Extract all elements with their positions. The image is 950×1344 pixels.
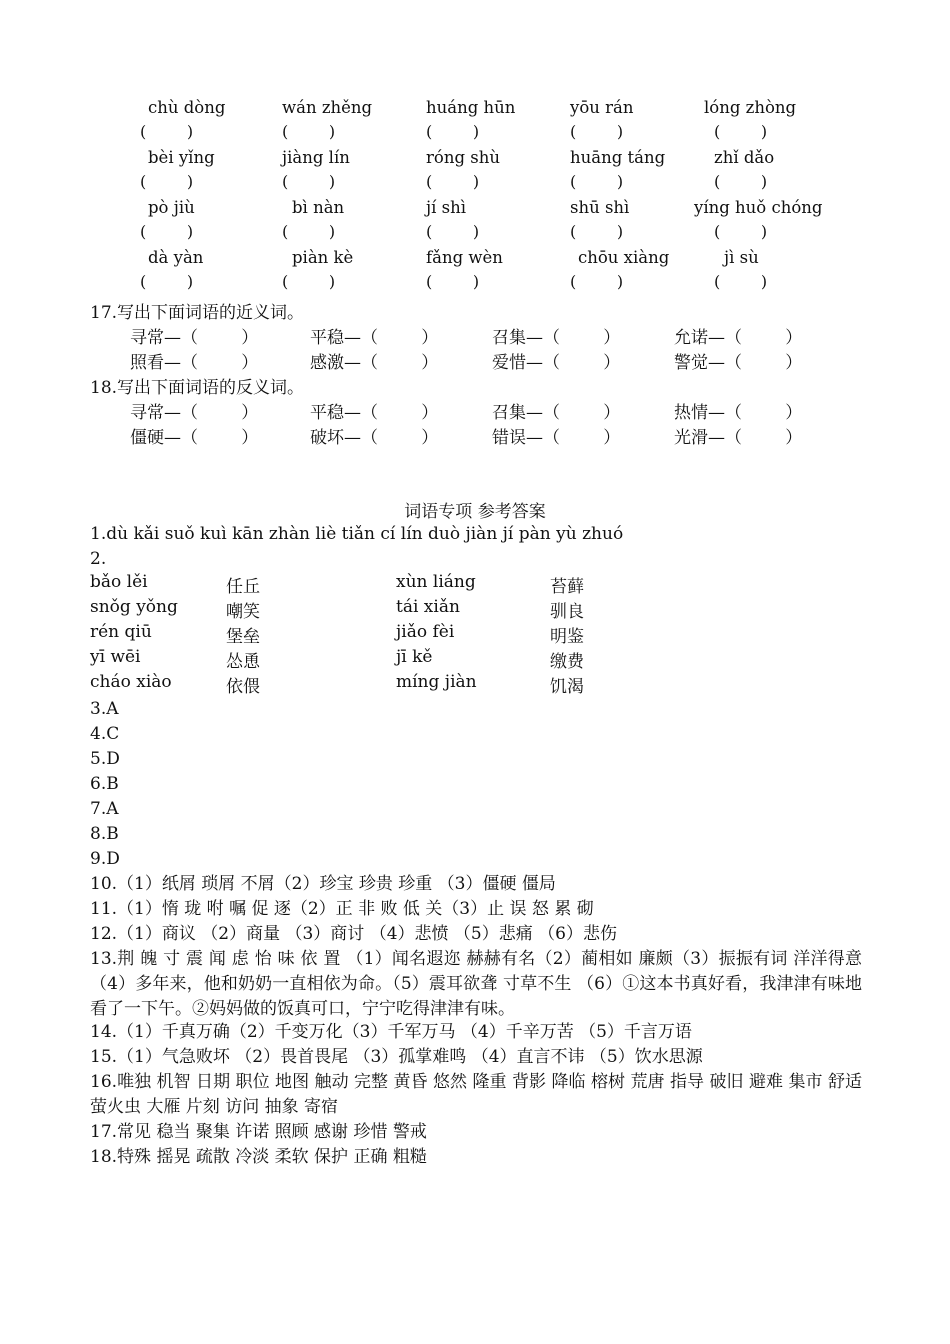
fill-blank-item: 平稳—（ ）	[310, 328, 439, 348]
word-answer: 明鉴	[550, 627, 584, 647]
word-answer: 嘲笑	[226, 602, 260, 622]
answer-11: 11.（1）惰 珑 咐 嘱 促 逐（2）正 非 败 低 关（3）止 误 怒 累 砌	[90, 899, 594, 919]
pinyin-word: róng shù	[426, 148, 500, 167]
word-answer: 饥渴	[550, 677, 584, 697]
answer-blank: ( )	[426, 172, 480, 191]
pinyin-row	[130, 198, 890, 248]
answer-blank: ( )	[570, 172, 624, 191]
pinyin-word: yōu rán	[570, 98, 634, 117]
answer-9: 9.D	[90, 849, 120, 869]
pinyin-word: huāng táng	[570, 148, 666, 167]
pinyin-word: wán zhěng	[282, 98, 373, 117]
answer-2-table	[90, 572, 790, 697]
fill-blank-item: 照看—（ ）	[130, 353, 259, 373]
pinyin-word: bèi yǐng	[148, 148, 215, 167]
fill-blank-item: 光滑—（ ）	[674, 428, 803, 448]
answer-blank: ( )	[282, 122, 336, 141]
answer-blank: ( )	[140, 122, 194, 141]
answer-blank: ( )	[282, 222, 336, 241]
fill-blank-item: 僵硬—（ ）	[130, 428, 259, 448]
pinyin-word: zhǐ dǎo	[714, 148, 775, 167]
synonym-row	[130, 348, 850, 373]
pinyin-word: shū shì	[570, 198, 630, 217]
pinyin-word: bì nàn	[292, 198, 345, 217]
answer-key-title: 词语专项 参考答案	[404, 502, 546, 522]
antonym-row	[130, 423, 850, 448]
word-answer: 怂恿	[226, 652, 260, 672]
table-row	[90, 647, 790, 672]
answer-12: 12.（1）商议 （2）商量 （3）商讨 （4）悲愤 （5）悲痛 （6）悲伤	[90, 924, 617, 944]
answer-blank: ( )	[570, 122, 624, 141]
pinyin-row	[130, 98, 890, 148]
pinyin-word: lóng zhòng	[704, 98, 797, 117]
table-row	[90, 572, 790, 597]
fill-blank-item: 热情—（ ）	[674, 403, 803, 423]
answer-16: 16.唯独 机智 日期 职位 地图 触动 完整 黄昏 悠然 隆重 背影 降临 榕树 荒唐 指导 破旧 避难 集市 舒适 萤火虫 大雁 片刻 访问 抽象 寄宿	[90, 1072, 862, 1117]
table-row	[90, 672, 790, 697]
word-answer: 驯良	[550, 602, 584, 622]
pinyin-word: yíng huǒ chóng	[694, 198, 823, 217]
word-answer: 缴费	[550, 652, 584, 672]
pinyin-answer: tái xiǎn	[396, 597, 460, 617]
answer-blank: ( )	[282, 172, 336, 191]
pinyin-answer: jiǎo fèi	[396, 622, 455, 642]
fill-blank-item: 平稳—（ ）	[310, 403, 439, 423]
answer-2-label: 2.	[90, 549, 107, 569]
answer-blank: ( )	[714, 222, 768, 241]
answer-13: 13.荆 魄 寸 震 闻 虑 怡 味 依 置 （1）闻名遐迩 赫赫有名（2）蔺相如 廉颇（3）振振有词 洋洋得意（4）多年来，他和奶奶一直相依为命。（5）震耳欲聋 寸草不生 （6）①这本书真好看，我津津有味地看了一下午。②妈妈做的饭真可口，宁宁吃得津津有味。	[90, 949, 862, 1019]
pinyin-word: pò jiù	[148, 198, 195, 217]
pinyin-word: jiàng lín	[282, 148, 350, 167]
answer-blank: ( )	[714, 122, 768, 141]
fill-blank-item: 寻常—（ ）	[130, 328, 259, 348]
answer-blank: ( )	[282, 272, 336, 291]
answer-blank: ( )	[140, 272, 194, 291]
answer-4: 4.C	[90, 724, 120, 744]
answer-15: 15.（1）气急败坏 （2）畏首畏尾 （3）孤掌难鸣 （4）直言不讳 （5）饮水思源	[90, 1047, 703, 1067]
fill-blank-item: 允诺—（ ）	[674, 328, 803, 348]
word-answer: 依偎	[226, 677, 260, 697]
answer-14: 14.（1）千真万确（2）千变万化（3）千军万马 （4）千辛万苦 （5）千言万语	[90, 1022, 692, 1042]
answer-17: 17.常见 稳当 聚集 许诺 照顾 感谢 珍惜 警戒	[90, 1122, 427, 1142]
fill-blank-item: 召集—（ ）	[492, 403, 621, 423]
fill-blank-item: 寻常—（ ）	[130, 403, 259, 423]
fill-blank-item: 召集—（ ）	[492, 328, 621, 348]
synonym-row	[130, 323, 850, 348]
table-row	[90, 622, 790, 647]
pinyin-answer: yī wēi	[90, 647, 141, 667]
pinyin-answer: cháo xiào	[90, 672, 172, 692]
pinyin-word: piàn kè	[292, 248, 354, 267]
pinyin-word: jí shì	[426, 198, 467, 217]
answer-blank: ( )	[426, 222, 480, 241]
answer-blank: ( )	[570, 222, 624, 241]
answer-6: 6.B	[90, 774, 119, 794]
answer-3: 3.A	[90, 699, 119, 719]
answer-blank: ( )	[570, 272, 624, 291]
fill-blank-item: 爱惜—（ ）	[492, 353, 621, 373]
answer-blank: ( )	[140, 222, 194, 241]
fill-blank-item: 感激—（ ）	[310, 353, 439, 373]
answer-18: 18.特殊 摇晃 疏散 冷淡 柔软 保护 正确 粗糙	[90, 1147, 427, 1167]
question-17-title: 17.写出下面词语的近义词。	[90, 303, 305, 323]
pinyin-word: dà yàn	[148, 248, 204, 267]
pinyin-answer: xùn liáng	[396, 572, 476, 592]
pinyin-word: huáng hūn	[426, 98, 516, 117]
answer-blank: ( )	[426, 272, 480, 291]
pinyin-row	[130, 148, 890, 198]
pinyin-answer: míng jiàn	[396, 672, 477, 692]
pinyin-answer: bǎo lěi	[90, 572, 148, 592]
pinyin-row	[130, 248, 890, 298]
answer-10: 10.（1）纸屑 琐屑 不屑（2）珍宝 珍贵 珍重 （3）僵硬 僵局	[90, 874, 556, 894]
table-row	[90, 597, 790, 622]
fill-blank-item: 警觉—（ ）	[674, 353, 803, 373]
answer-1: 1.dù kǎi suǒ kuì kān zhàn liè tiǎn cí lín duò jiàn jí pàn yù zhuó	[90, 524, 624, 544]
fill-blank-item: 破坏—（ ）	[310, 428, 439, 448]
pinyin-word: chōu xiàng	[578, 248, 670, 267]
fill-blank-item: 错误—（ ）	[492, 428, 621, 448]
pinyin-word: jì sù	[724, 248, 759, 267]
answer-blank: ( )	[714, 272, 768, 291]
answer-5: 5.D	[90, 749, 120, 769]
answer-8: 8.B	[90, 824, 119, 844]
pinyin-answer: rén qiū	[90, 622, 152, 642]
answer-blank: ( )	[714, 172, 768, 191]
pinyin-word: fǎng wèn	[426, 248, 503, 267]
pinyin-grid	[130, 98, 890, 298]
word-answer: 堡垒	[226, 627, 260, 647]
antonym-row	[130, 398, 850, 423]
pinyin-answer: jī kě	[396, 647, 433, 667]
answer-blank: ( )	[426, 122, 480, 141]
pinyin-answer: snǒg yǒng	[90, 597, 178, 617]
question-18-title: 18.写出下面词语的反义词。	[90, 378, 305, 398]
word-answer: 苔藓	[550, 577, 584, 597]
pinyin-word: chù dòng	[148, 98, 226, 117]
answer-7: 7.A	[90, 799, 119, 819]
answer-blank: ( )	[140, 172, 194, 191]
word-answer: 任丘	[226, 577, 260, 597]
